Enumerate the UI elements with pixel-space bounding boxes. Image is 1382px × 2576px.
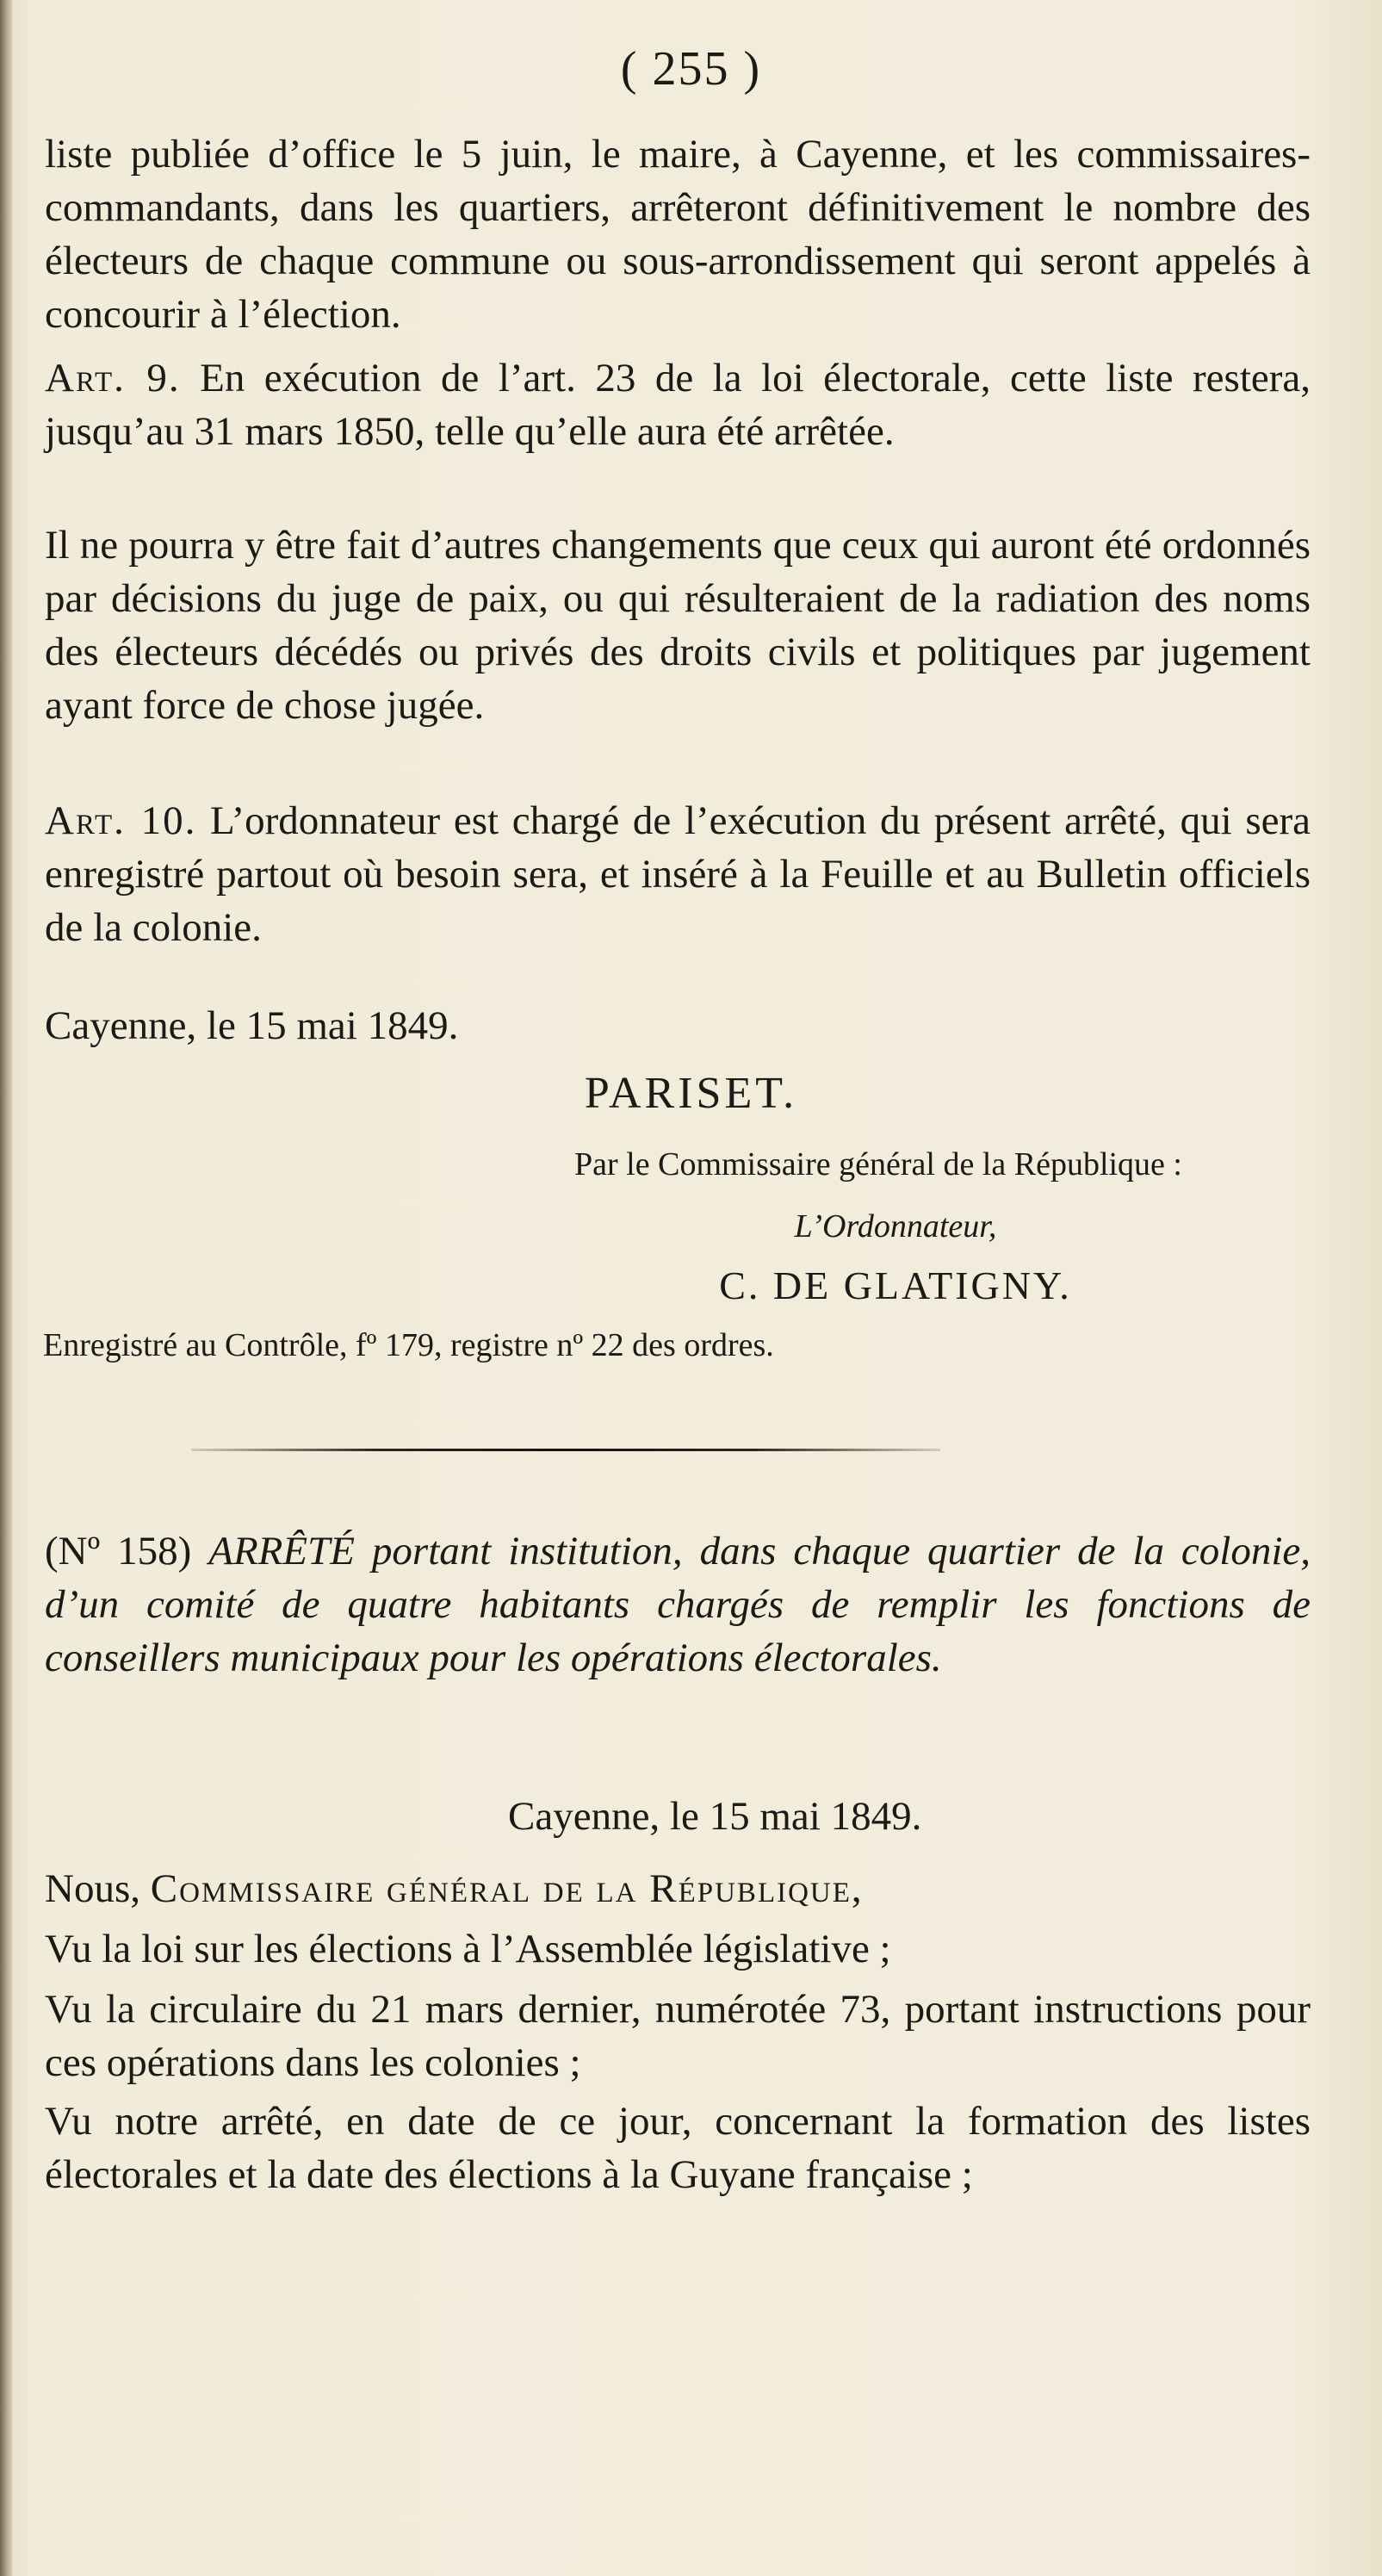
- decree-place-date: Cayenne, le 15 mai 1849.: [508, 1794, 922, 1839]
- article-9-label: Art. 9.: [45, 356, 181, 400]
- signature-by-line: Par le Commissaire général de la République :: [574, 1146, 1182, 1182]
- article-9-text: En exécution de l’art. 23 de la loi électorale, cette liste restera, jusqu’au 31 mars 1850, telle qu’elle aura été arrêtée.: [45, 356, 1311, 454]
- signature-glatigny: C. DE GLATIGNY.: [719, 1263, 1072, 1307]
- article-9: [45, 351, 1311, 458]
- section-divider: [191, 1449, 940, 1451]
- vu-law: Vu la loi sur les élections à l’Assemblée législative ;: [45, 1927, 891, 1971]
- signature-role: L’Ordonnateur,: [794, 1208, 997, 1245]
- paragraph-list-publication: liste publiée d’office le 5 juin, le maire, à Cayenne, et les commissaires-commandants, dans les quartiers, arrêteront définitivement le nombre des électeurs de chaque commune ou sous-arrondissement qui seront appelés à concourir à l’élection.: [45, 132, 1311, 337]
- nous-first: Nous,: [45, 1866, 140, 1911]
- decree-number: (Nº 158): [45, 1529, 192, 1574]
- signature-pariset: PARISET.: [584, 1069, 798, 1118]
- paragraph-changes: Il ne pourra y être fait d’autres changements que ceux qui auront été ordonnés par décisions du juge de paix, ou qui résulteraient de la radiation des noms des électeurs décédés ou privés des droits civils et politiques par jugement ayant force de chose jugée.: [45, 523, 1311, 728]
- article-10-label: Art. 10.: [45, 798, 197, 843]
- place-date: Cayenne, le 15 mai 1849.: [45, 1003, 459, 1048]
- article-10-text: L’ordonnateur est chargé de l’exécution du présent arrêté, qui sera enregistré partout où besoin sera, et inséré à la Feuille et au Bulletin officiels de la colonie.: [45, 798, 1311, 950]
- page-number: ( 255 ): [620, 42, 762, 96]
- binding-gutter: [0, 0, 12, 2576]
- registration-note: Enregistré au Contrôle, fº 179, registre nº 22 des ordres.: [43, 1327, 774, 1363]
- nous-line: [45, 1862, 1311, 1915]
- decree-heading: [45, 1524, 1311, 1685]
- decree-title: ARRÊTÉ portant institution, dans chaque quartier de la colonie, d’un comité de quatre habitants chargés de remplir les fonctions de conseillers municipaux pour les opérations électorales.: [45, 1529, 1311, 1680]
- article-10: [45, 794, 1311, 954]
- vu-circular: Vu la circulaire du 21 mars dernier, numérotée 73, portant instructions pour ces opérations dans les colonies ;: [45, 1987, 1311, 2085]
- nous-title: Commissaire général de la République,: [150, 1866, 864, 1911]
- vu-arrete: Vu notre arrêté, en date de ce jour, concernant la formation des listes électorales et la date des élections à la Guyane française ;: [45, 2099, 1311, 2197]
